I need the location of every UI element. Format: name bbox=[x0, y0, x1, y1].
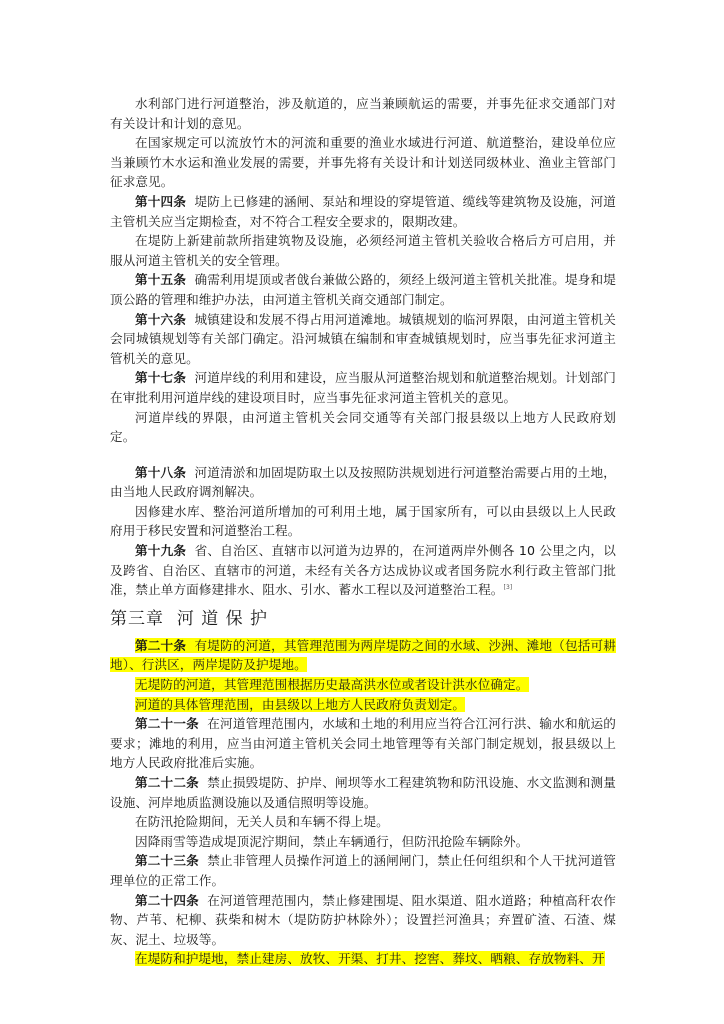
article-paragraph bbox=[110, 270, 616, 309]
body-paragraph bbox=[110, 812, 616, 832]
paragraph-text: 在国家规定可以流放竹木的河流和重要的渔业水域进行河道、航道整治，建设单位应当兼顾竹木水运和渔业发展的需要，并事先将有关设计和计划送同级林业、渔业主管部门征求意见。 bbox=[110, 135, 616, 190]
body-paragraph bbox=[110, 675, 616, 695]
article-paragraph bbox=[110, 714, 616, 773]
article-number: 第二十一条 bbox=[135, 716, 199, 732]
chapter-heading bbox=[110, 606, 616, 632]
footnote-reference[interactable]: [3] bbox=[503, 584, 513, 592]
paragraph-text: 无堤防的河道，其管理范围根据历史最高洪水位或者设计洪水位确定。 bbox=[135, 677, 529, 693]
article-number: 第二十二条 bbox=[135, 775, 199, 790]
article-number: 第十七条 bbox=[135, 370, 187, 386]
paragraph-text: 水利部门进行河道整治，涉及航道的，应当兼顾航运的需要，并事先征求交通部门对有关设计和计划的意见。 bbox=[110, 96, 616, 131]
article-number: 第十五条 bbox=[135, 272, 187, 288]
body-paragraph bbox=[110, 949, 616, 969]
article-paragraph bbox=[110, 368, 616, 407]
highlighted-text bbox=[135, 697, 465, 712]
paragraph-text: 禁止损毁堤防、护岸、闸坝等水工程建筑物和防汛设施、水文监测和测量设施、河岸地质监测设施以及通信照明等设施。 bbox=[110, 775, 617, 810]
body-paragraph bbox=[110, 231, 616, 270]
highlighted-text bbox=[110, 638, 616, 673]
body-paragraph bbox=[110, 133, 616, 192]
chapter-name: 河 道 保 护 bbox=[176, 608, 269, 629]
body-paragraph bbox=[110, 502, 616, 541]
paragraph-text: 禁止非管理人员操作河道上的涵闸闸门，禁止任何组织和个人干扰河道管理单位的正常工作。 bbox=[110, 853, 617, 888]
body-paragraph bbox=[110, 695, 616, 715]
paragraph-text: 在河道管理范围内，禁止修建围堤、阻水渠道、阻水道路；种植高秆农作物、芦苇、杞柳、荻柴和树木（堤防防护林除外）；设置拦河渔具；弃置矿渣、石渣、煤灰、泥土、垃圾等。 bbox=[110, 892, 617, 947]
article-paragraph bbox=[110, 310, 616, 369]
article-paragraph bbox=[110, 192, 616, 231]
paragraph-text: 在堤防和护堤地，禁止建房、放牧、开渠、打井、挖窖、葬坟、晒粮、存放物料、开 bbox=[135, 951, 605, 967]
paragraph-text: 在堤防上新建前款所指建筑物及设施，必须经河道主管机关验收合格后方可启用，并服从河道主管机关的安全管理。 bbox=[110, 233, 616, 268]
article-paragraph bbox=[110, 773, 616, 812]
paragraph-text: 河道的具体管理范围，由县级以上地方人民政府负责划定。 bbox=[135, 696, 466, 712]
article-number: 第二十四条 bbox=[135, 892, 199, 908]
paragraph-text: 河道清淤和加固堤防取土以及按照防洪规划进行河道整治需要占用的土地，由当地人民政府调剂解决。 bbox=[110, 464, 616, 500]
paragraph-text: 城镇建设和发展不得占用河道滩地。城镇规划的临河界限，由河道主管机关会同城镇规划等有关部门确定。沿河城镇在编制和审查城镇规划时，应当事先征求河道主管机关的意见。 bbox=[110, 311, 616, 366]
article-paragraph bbox=[110, 636, 616, 675]
paragraph-text: 因修建水库、整治河道所增加的可利用土地，属于国家所有，可以由县级以上人民政府用于移民安置和河道整治工程。 bbox=[110, 503, 616, 539]
paragraph-text: 河道岸线的利用和建设，应当服从河道整治规划和航道整治规划。计划部门在审批利用河道岸线的建设项目时，应当事先征求河道主管机关的意见。 bbox=[110, 370, 616, 405]
highlighted-text bbox=[135, 677, 529, 692]
document-body bbox=[110, 94, 616, 969]
article-number: 第十九条 bbox=[135, 543, 187, 559]
article-number: 第十八条 bbox=[135, 464, 187, 480]
chapter-number: 第三章 bbox=[110, 608, 164, 629]
highlighted-text bbox=[135, 951, 605, 966]
article-paragraph bbox=[110, 851, 616, 890]
article-number: 第十四条 bbox=[135, 193, 187, 209]
section-chapter-three bbox=[110, 636, 616, 969]
paragraph-text: 堤防上已修建的涵闸、泵站和埋设的穿堤管道、缆线等建筑物及设施，河道主管机关应当定期检查，对不符合工程安全要求的，限期改建。 bbox=[110, 193, 616, 229]
paragraph-text: 在防汛抢险期间，无关人员和车辆不得上堤。 bbox=[135, 814, 389, 830]
article-number: 第二十三条 bbox=[135, 853, 199, 869]
paragraph-text: 因降雨雪等造成堤顶泥泞期间，禁止车辆通行，但防汛抢险车辆除外。 bbox=[135, 833, 529, 849]
paragraph-text: 确需利用堤顶或者戗台兼做公路的，须经上级河道主管机关批准。堤身和堤顶公路的管理和维护办法，由河道主管机关商交通部门制定。 bbox=[110, 272, 616, 307]
paragraph-text: 省、自治区、直辖市以河道为边界的，在河道两岸外侧各 10 公里之内，以及跨省、自治区、直辖市的河道，未经有关各方达成协议或者国务院水利行政主管部门批准，禁止单方面修建排水、阻水、引水、蓄水工程以及河道整治工程。 bbox=[110, 543, 616, 598]
section-before-chapter bbox=[110, 94, 616, 600]
paragraph-text: 有堤防的河道，其管理范围为两岸堤防之间的水域、沙洲、滩地（包括可耕地）、行洪区，两岸堤防及护堤地。 bbox=[110, 637, 616, 673]
body-paragraph bbox=[110, 832, 616, 852]
body-paragraph bbox=[110, 94, 616, 133]
article-paragraph bbox=[110, 463, 616, 502]
article-paragraph bbox=[110, 891, 616, 950]
article-number: 第二十条 bbox=[135, 637, 187, 653]
paragraph-text: 在河道管理范围内，水域和土地的利用应当符合江河行洪、输水和航运的要求；滩地的利用，应当由河道主管机关会同土地管理等有关部门制定规划，报县级以上地方人民政府批准后实施。 bbox=[110, 716, 617, 771]
article-number: 第十六条 bbox=[135, 311, 187, 327]
body-paragraph bbox=[110, 408, 616, 447]
article-paragraph bbox=[110, 541, 616, 600]
paragraph-text: 河道岸线的界限，由河道主管机关会同交通等有关部门报县级以上地方人民政府划定。 bbox=[110, 409, 616, 445]
